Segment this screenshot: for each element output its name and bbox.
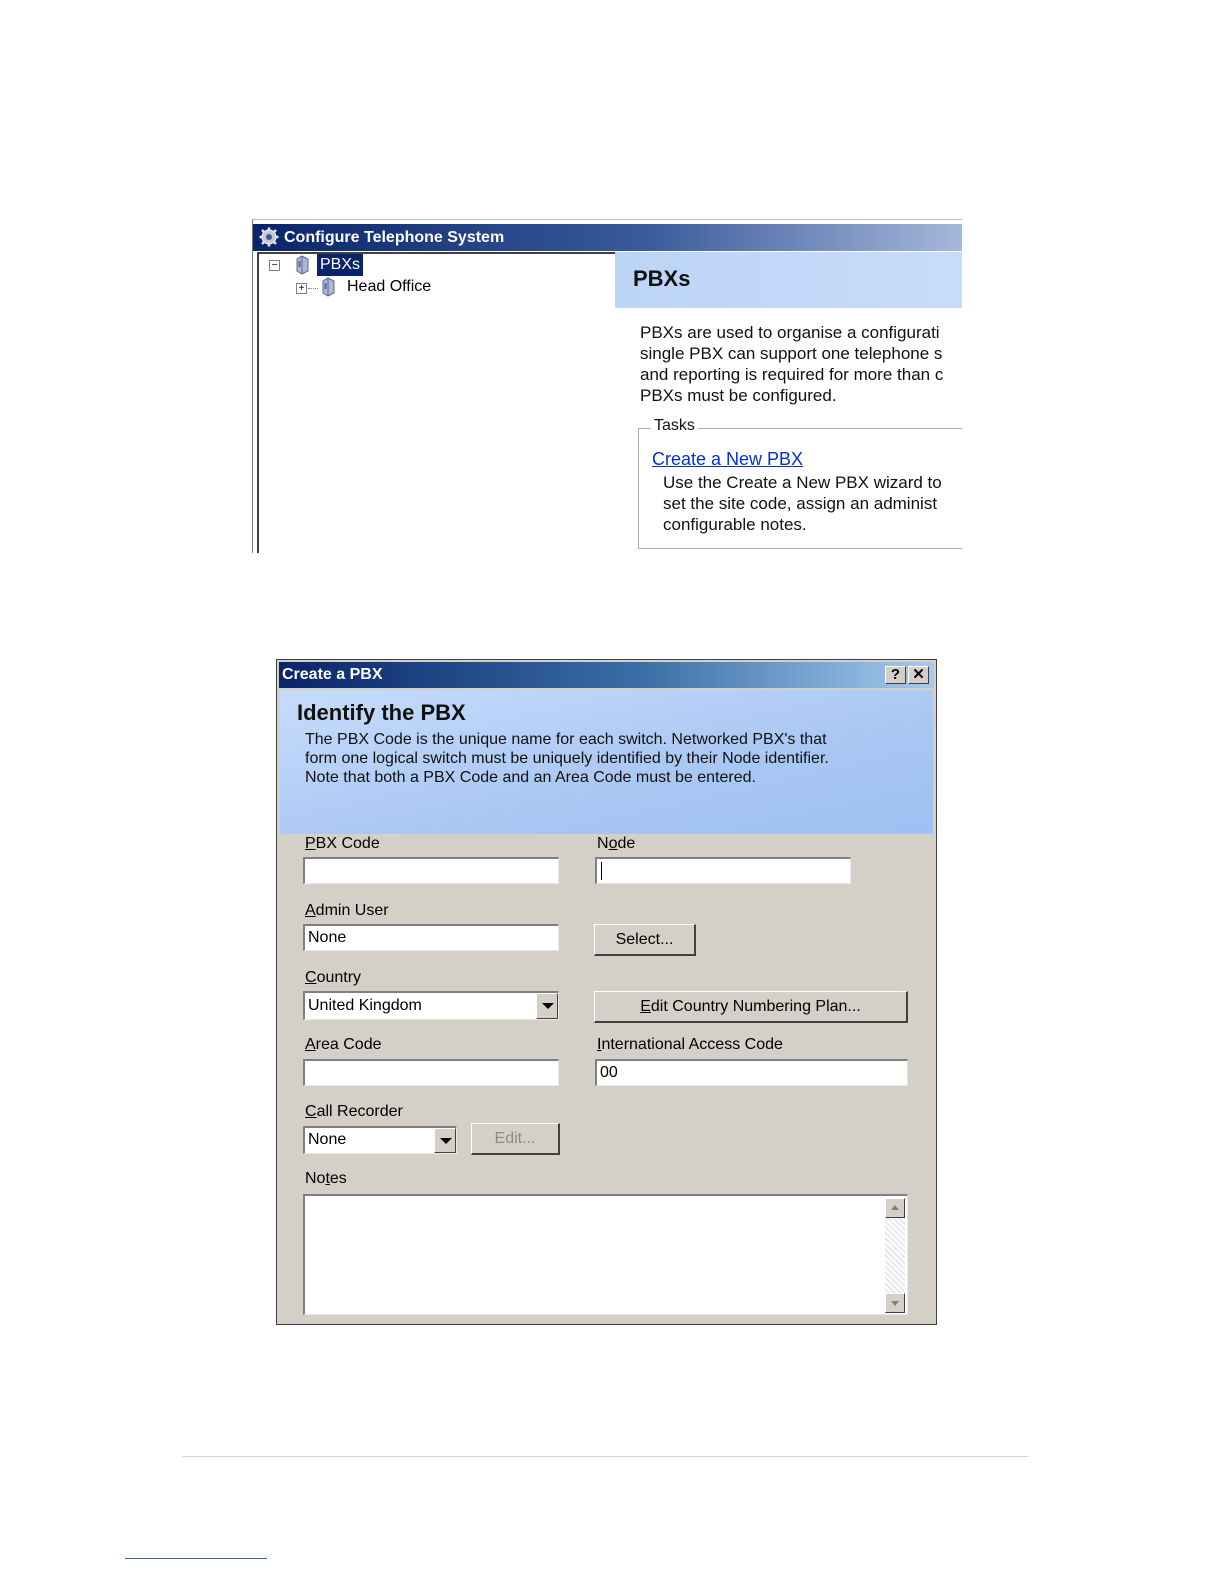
- configure-telephone-system-window: [252, 219, 962, 553]
- create-new-pbx-link[interactable]: Create a New PBX: [652, 449, 804, 469]
- node-label: [597, 835, 635, 853]
- tree-pane: [257, 252, 617, 553]
- tree-line: [308, 288, 318, 289]
- close-button[interactable]: ✕: [908, 666, 929, 684]
- help-button[interactable]: ?: [885, 666, 906, 684]
- international-access-label-key: I: [597, 1036, 602, 1053]
- notes-label-start: No: [305, 1170, 326, 1187]
- country-select[interactable]: [303, 991, 559, 1020]
- call-recorder-label: [305, 1103, 403, 1121]
- panel-header: [615, 252, 962, 308]
- panel-description: PBXs are used to organise a configurati single PBX can support one telephone s and reporting is required for more than c PBXs must be configured.: [640, 323, 944, 405]
- pbx-code-label: [305, 835, 380, 853]
- area-code-input[interactable]: [303, 1059, 559, 1086]
- country-label-rest: ountry: [316, 969, 362, 986]
- node-input[interactable]: [595, 857, 851, 884]
- scroll-up-icon[interactable]: [885, 1198, 905, 1218]
- admin-user-label: [305, 902, 389, 920]
- tree-label-head-office[interactable]: Head Office: [347, 278, 432, 295]
- call-recorder-value: None: [308, 1131, 347, 1148]
- wizard-heading: Identify the PBX: [297, 700, 466, 725]
- area-code-label-key: A: [305, 1036, 316, 1053]
- dialog-title: Create a PBX: [282, 666, 383, 683]
- notes-scrollbar[interactable]: [885, 1198, 905, 1313]
- expand-icon[interactable]: +: [296, 283, 307, 294]
- create-pbx-dialog: [276, 659, 937, 1325]
- footer-link-underline: [125, 1558, 267, 1559]
- international-access-code-input[interactable]: 00: [595, 1059, 908, 1086]
- edit-plan-key: E: [640, 998, 651, 1015]
- country-value: United Kingdom: [308, 997, 422, 1014]
- task-description: Use the Create a New PBX wizard to set the site code, assign an administ configurable notes.: [663, 473, 942, 534]
- node-label-rest: de: [617, 835, 636, 852]
- edit-call-recorder-button[interactable]: Edit...: [471, 1123, 560, 1155]
- admin-user-label-rest: dmin User: [315, 902, 389, 919]
- chevron-down-icon[interactable]: [536, 993, 558, 1019]
- select-button[interactable]: Select...: [594, 924, 696, 956]
- call-recorder-select[interactable]: [303, 1126, 457, 1154]
- admin-user-label-key: A: [305, 902, 316, 919]
- title-bar: [279, 662, 934, 688]
- tree-item-pbxs[interactable]: [259, 254, 609, 276]
- tree-label-pbxs[interactable]: PBXs: [317, 254, 363, 276]
- notes-label-rest: es: [329, 1170, 347, 1187]
- wizard-description: The PBX Code is the unique name for each switch. Networked PBX's that form one logical switch must be uniquely identified by their Node identifier. Note that both a PBX Code and an Area Code must be entered.: [305, 731, 829, 786]
- country-label-key: C: [305, 969, 317, 986]
- gear-icon: [259, 227, 279, 247]
- window-title: Configure Telephone System: [284, 229, 505, 246]
- tasks-legend: Tasks: [651, 417, 698, 435]
- scroll-down-icon[interactable]: [885, 1293, 905, 1313]
- tree-item-head-office[interactable]: [259, 276, 609, 298]
- call-recorder-label-key: C: [305, 1103, 317, 1120]
- pbx-code-label-rest: BX Code: [315, 835, 380, 852]
- international-access-label-rest: nternational Access Code: [601, 1036, 783, 1053]
- notes-textarea[interactable]: [303, 1194, 908, 1315]
- tasks-group: [638, 417, 962, 549]
- pbx-icon: [320, 277, 336, 297]
- edit-plan-rest: dit Country Numbering Plan...: [650, 998, 861, 1015]
- title-bar: [253, 224, 962, 251]
- node-label-key: o: [608, 835, 618, 852]
- collapse-icon[interactable]: −: [269, 260, 280, 271]
- node-label-start: N: [597, 835, 609, 852]
- country-label: [305, 969, 361, 987]
- footer-divider: [182, 1456, 1029, 1457]
- pbx-code-input[interactable]: [303, 857, 559, 884]
- chevron-down-icon[interactable]: [434, 1128, 456, 1153]
- notes-label-key: t: [325, 1170, 330, 1187]
- pbx-icon: [294, 255, 310, 275]
- pbx-code-label-key: P: [305, 835, 316, 852]
- wizard-header: [280, 690, 933, 834]
- area-code-label: [305, 1036, 382, 1054]
- area-code-label-rest: rea Code: [315, 1036, 382, 1053]
- panel-heading: PBXs: [633, 266, 691, 291]
- call-recorder-label-rest: all Recorder: [316, 1103, 403, 1120]
- admin-user-field[interactable]: None: [303, 924, 559, 951]
- details-pane: [615, 252, 962, 553]
- international-access-code-label: [597, 1036, 783, 1054]
- edit-country-numbering-plan-button[interactable]: [594, 991, 908, 1023]
- notes-label: [305, 1170, 347, 1188]
- text-cursor: [601, 862, 602, 880]
